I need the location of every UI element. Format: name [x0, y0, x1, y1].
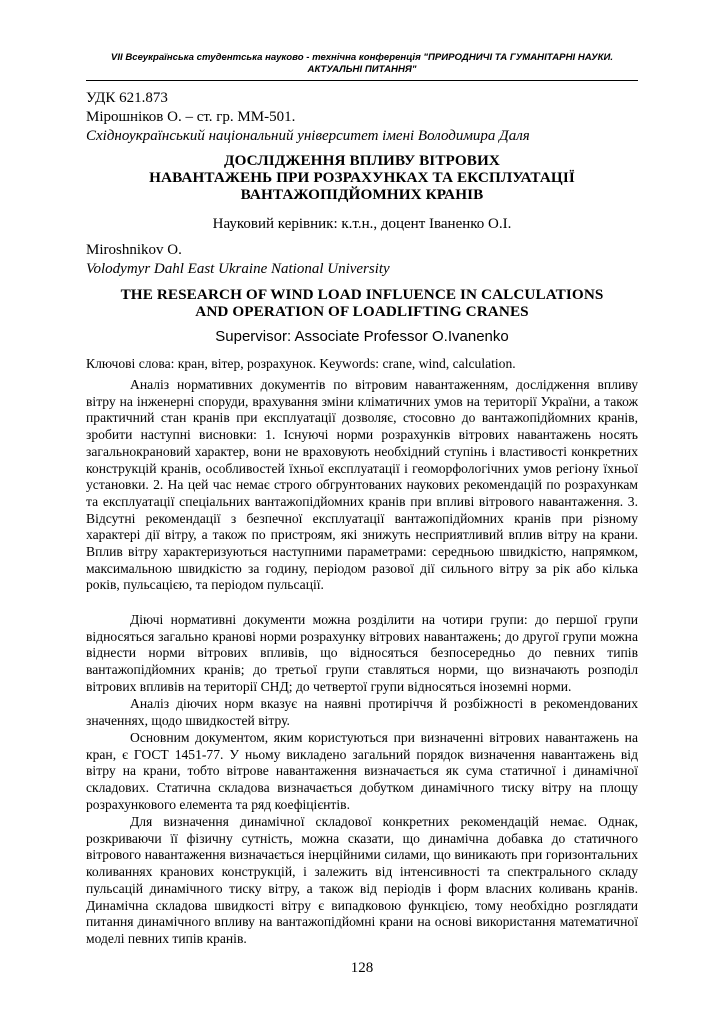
title-en-line-1: THE RESEARCH OF WIND LOAD INFLUENCE IN CALCULATIONS [120, 286, 604, 303]
title-ua-line-1: ДОСЛІДЖЕННЯ ВПЛИВУ ВІТРОВИХ [224, 152, 500, 169]
body-paragraph-3: Аналіз діючих норм вказує на наявні протиріччя й розбіжності в рекомендованих значеннях, щодо швидкостей вітру. [86, 696, 638, 728]
title-ua-line-2: НАВАНТАЖЕНЬ ПРИ РОЗРАХУНКАХ ТА ЕКСПЛУАТАЦІЇ [149, 169, 575, 186]
affiliation-en: Volodymyr Dahl East Ukraine National University [86, 261, 390, 277]
title-en-line-2: AND OPERATION OF LOADLIFTING CRANES [195, 303, 529, 320]
keywords: Ключові слова: кран, вітер, розрахунок. Keywords: crane, wind, calculation. [86, 356, 516, 371]
body-paragraph-1: Аналіз нормативних документів по вітровим навантаженням, дослідження впливу вітру на інженерні споруди, врахування зміни кліматичних умов на території України, а також практичний стан кранів при експлуатації дозволяє, стосовно до вантажопідйомних кранів, зробити наступні висновки: 1. Існуючі норми розрахунків вітрових навантажень носять загальнокрановий характер, вони не враховують необхідний ступінь і властивості конкретних конструкцій кранів, особливостей їхньої експлуатації і геоморфологічних умов регіону їхньої установки. 2. На цей час немає строго обгрунтованих наукових рекомендацій по розрахункам та експлуатації спеціальних вантажопідйомних кранів при впливі вітрового навантаження. 3. Відсутні рекомендації з безпечної експлуатації вантажопідйомних кранів при різному характері дії вітру, а також по пристроям, які знижуть несприятливий вплив вітру на крани. Вплив вітру характеризуються наступними параметрами: середньою швидкістю, напрямком, максимальною швидкістю за годину, періодом разової дії сильного вітру за рік або кілька років, пульсацією, та періодом пульсації. [86, 377, 638, 593]
udk-code: УДК 621.873 [86, 90, 168, 106]
conference-header [86, 52, 638, 76]
author-en: Miroshnikov O. [86, 242, 182, 258]
title-ua-line-3: ВАНТАЖОПІДЙОМНИХ КРАНІВ [240, 186, 484, 203]
title-ua [86, 152, 638, 203]
supervisor-ua: Науковий керівник: к.т.н., доцент Іваненко О.І. [212, 216, 512, 232]
header-divider [86, 80, 638, 81]
body-paragraph-4: Основним документом, яким користуються при визначенні вітрових навантажень на кран, є ГОСТ 1451-77. У ньому викладено загальний порядок визначення навантажень від вітру на крани, тобто вітрове навантаження визначається як сума статичної і динамічної складових. Статична складова визначається добутком динамічного тиску вітру на площу розрахункового елемента та ряд коефіцієнтів. [86, 730, 638, 812]
body-paragraph-5: Для визначення динамічної складової конкретних рекомендацій немає. Однак, розкриваючи її фізичну сутність, можна сказати, що динамічна добавка до статичного вітрового навантаження визначається інерційними силами, що виникають при горизонтальних коливаннях кранових конструкцій, і залежить від інтенсивності та спектрального складу пульсацій динамічного тиску вітру, а також від періодів і форм власних коливань кранів. Динамічна складова швидкості вітру є випадковою функцією, тому необхідно розглядати питання динамічного впливу на вантажопідйомні крани на основі використання математичної моделі певних типів кранів. [86, 814, 638, 946]
page-number: 128 [350, 960, 374, 976]
conference-header-line-1: VII Всеукраїнська студентська науково - технічна конференція "ПРИРОДНИЧІ ТА ГУМАНІТАРНІ НАУКИ. [110, 52, 614, 63]
conference-header-line-2: АКТУАЛЬНІ ПИТАННЯ" [307, 64, 417, 75]
affiliation-ua: Східноукраїнський національний університет імені Володимира Даля [86, 128, 530, 144]
body-paragraph-2: Діючі нормативні документи можна розділити на чотири групи: до першої групи відносяться загально кранові норми розрахунку вітрових навантажень; до другої групи можна віднести норми вітрових впливів, що відносяться безпосередньо до певних типів вантажопідйомних кранів; до третьої групи ставляться норми, що визначають розподіл вітрових впливів на території СНД; до четвертої групи відносяться іноземні норми. [86, 612, 638, 694]
title-en [86, 286, 638, 320]
author-ua: Мірошніков О. – ст. гр. ММ-501. [86, 109, 296, 125]
supervisor-en: Supervisor: Associate Professor O.Ivanenko [215, 328, 509, 345]
